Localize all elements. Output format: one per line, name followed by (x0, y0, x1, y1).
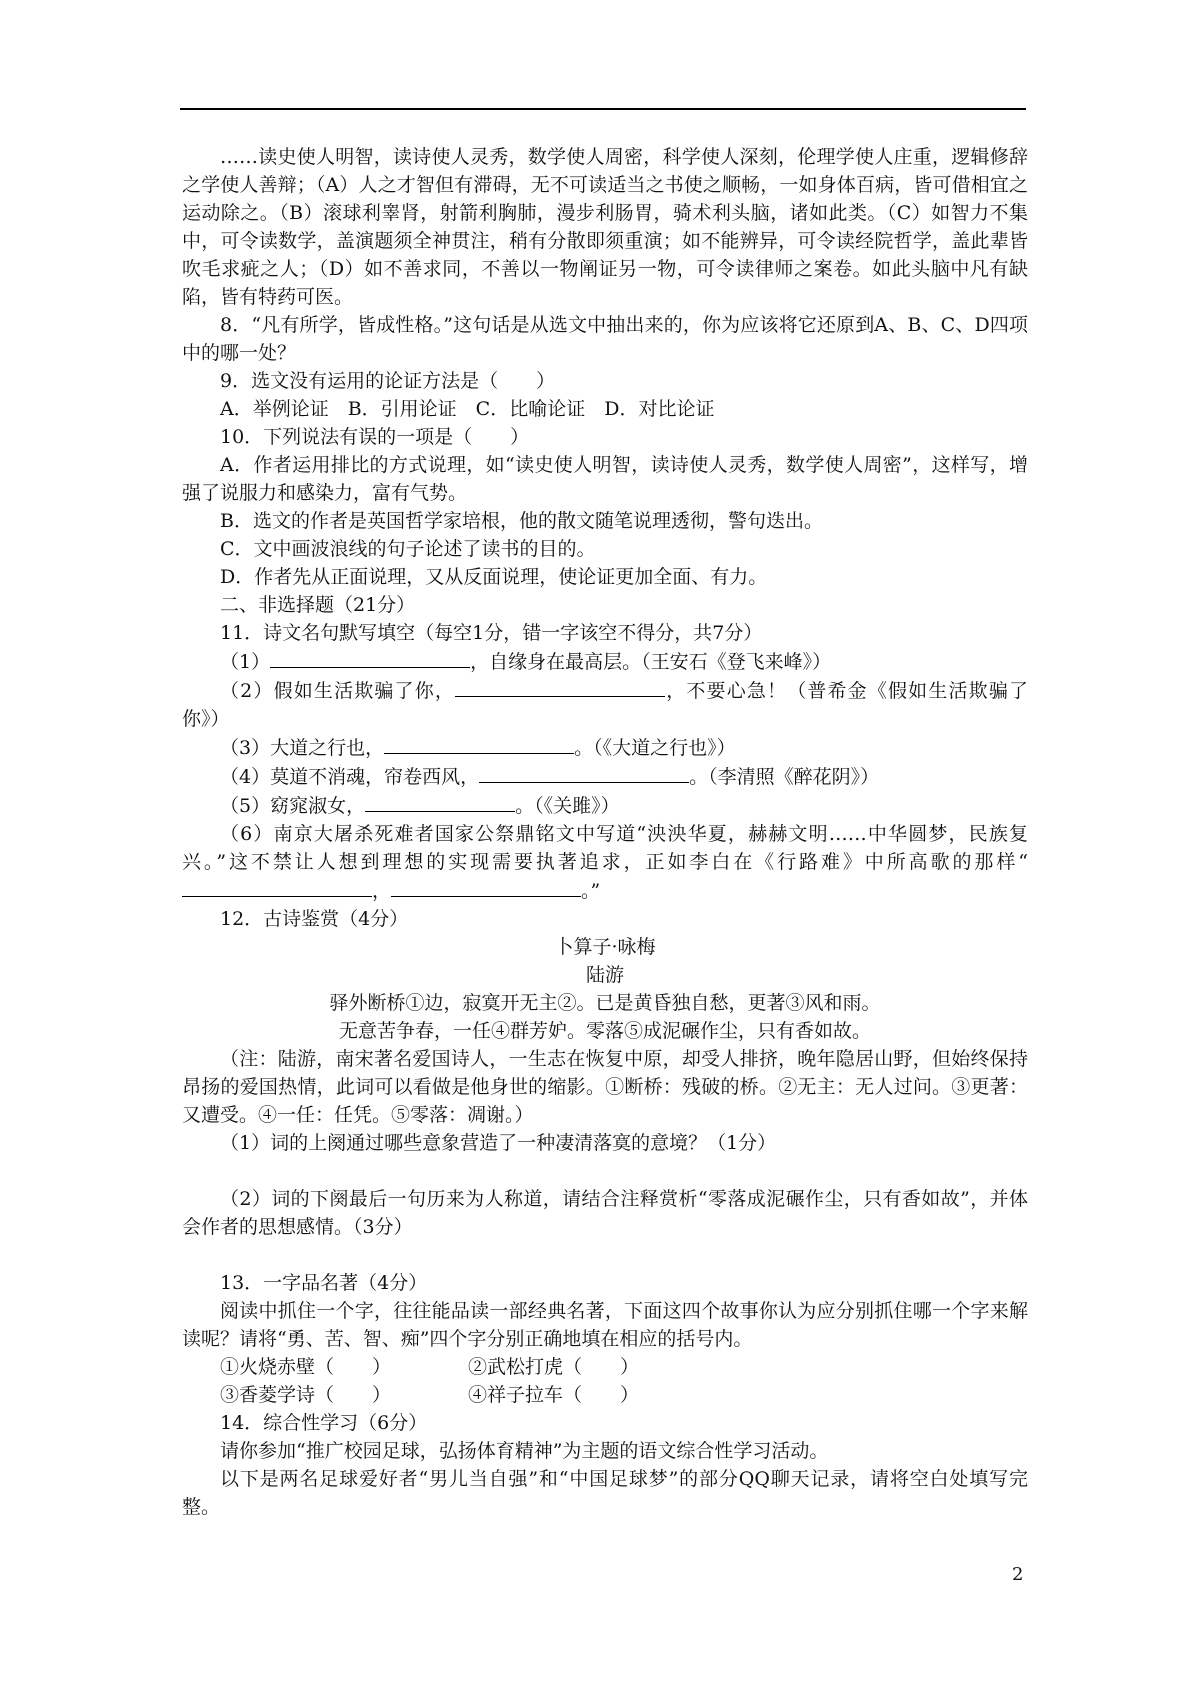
answer-space (182, 1157, 1028, 1185)
fill-blank[interactable] (365, 791, 515, 812)
item-4-suffix: 。（李清照《醉花阴》） (689, 766, 880, 788)
poem-note: （注：陆游，南宋著名爱国诗人，一生志在恢复中原，却受人排挤，晚年隐居山野，但始终保持昂扬的爱国热情，此词可以看做是他身世的缩影。①断桥：残破的桥。②无主：无人过问。③更著：又遭受。④一任：任凭。⑤零落：凋谢。） (182, 1048, 1028, 1126)
question-12-sub-2: （2）词的下阕最后一句历来为人称道，请结合注释赏析“零落成泥碾作尘，只有香如故”，并体会作者的思想感情。（3分） (182, 1188, 1028, 1238)
question-14-description-2: 以下是两名足球爱好者“男儿当自强”和“中国足球梦”的部分QQ聊天记录，请将空白处填写完整。 (182, 1468, 1028, 1518)
fill-blank[interactable] (384, 733, 574, 754)
poem-line-2: 无意苦争春，一任④群芳妒。零落⑤成泥碾作尘，只有香如故。 (338, 1020, 871, 1042)
item-3-suffix: 。（《大道之行也》） (574, 737, 736, 759)
question-11-item-5 (182, 791, 1028, 820)
question-10-option-c: C．文中画波浪线的句子论述了读书的目的。 (220, 538, 596, 560)
item-5-prefix: （5）窈窕淑女， (220, 795, 366, 817)
fill-blank[interactable] (270, 647, 470, 668)
item-4-prefix: （4）莫道不消魂，帘卷西风， (220, 766, 480, 788)
page-number: 2 (1012, 1564, 1024, 1585)
item-1-prefix: （1） (220, 651, 271, 673)
question-12-sub-1: （1）词的上阕通过哪些意象营造了一种凄清落寞的意境？（1分） (220, 1132, 777, 1154)
option-4: ④祥子拉车（ ） (468, 1384, 640, 1406)
option-1: ①火烧赤壁（ ） (220, 1356, 392, 1378)
fill-blank[interactable] (391, 876, 581, 897)
question-11-item-2 (182, 676, 1028, 733)
item-6-text: （6）南京大屠杀死难者国家公祭鼎铭文中写道“泱泱华夏，赫赫文明……中华圆梦，民族复兴。”这不禁让人想到理想的实现需要执著追求，正如李白在《行路难》中所高歌的那样“ (182, 823, 1028, 873)
poem-title: 卜算子·咏梅 (554, 936, 656, 958)
item-2-prefix: （2）假如生活欺骗了你， (220, 680, 456, 702)
option-3: ③香菱学诗（ ） (220, 1384, 392, 1406)
question-12-stem: 12．古诗鉴赏（4分） (220, 908, 409, 930)
question-14-stem: 14．综合性学习（6分） (220, 1412, 428, 1434)
fill-blank[interactable] (182, 876, 372, 897)
question-10-option-b: B．选文的作者是英国哲学家培根，他的散文随笔说理透彻，警句迭出。 (220, 510, 823, 532)
poem-line-1: 驿外断桥①边，寂寞开无主②。已是黄昏独自愁，更著③风和雨。 (329, 992, 881, 1014)
question-9-stem: 9．选文没有运用的论证方法是（ ） (220, 370, 556, 392)
question-13-options-row-2 (182, 1381, 1028, 1409)
section-2-heading: 二、非选择题（21分） (220, 594, 416, 616)
question-14-description-1: 请你参加“推广校园足球，弘扬体育精神”为主题的语文综合性学习活动。 (220, 1440, 829, 1462)
question-13-options-row-1 (182, 1353, 1028, 1381)
question-11-item-1 (182, 647, 1028, 676)
fill-blank[interactable] (479, 762, 689, 783)
item-3-prefix: （3）大道之行也， (220, 737, 385, 759)
question-10-option-d: D．作者先从正面说理，又从反面说理，使论证更加全面、有力。 (220, 566, 768, 588)
question-10-option-a: A．作者运用排比的方式说理，如“读史使人明智，读诗使人灵秀，数学使人周密”，这样写，增强了说服力和感染力，富有气势。 (182, 454, 1028, 504)
question-10-stem: 10．下列说法有误的一项是（ ） (220, 426, 530, 448)
item-2-suffix: ，不要心急！（普希金《假如生活欺骗了你》） (182, 680, 1028, 730)
item-5-suffix: 。（《关雎》） (515, 795, 620, 817)
question-11-item-4 (182, 762, 1028, 791)
question-11-stem: 11．诗文名句默写填空（每空1分，错一字该空不得分，共7分） (220, 622, 763, 644)
header-rule (180, 108, 1026, 110)
question-9-options: A．举例论证 B．引用论证 C．比喻论证 D．对比论证 (220, 398, 715, 420)
question-8: 8．“凡有所学，皆成性格。”这句话是从选文中抽出来的，你为应该将它还原到A、B、C、D四项中的哪一处？ (182, 314, 1028, 364)
item-6-separator: ， (372, 880, 392, 902)
fill-blank[interactable] (455, 676, 665, 697)
question-13-description: 阅读中抓住一个字，往往能品读一部经典名著，下面这四个故事你认为应分别抓住哪一个字来解读呢？请将“勇、苦、智、痴”四个字分别正确地填在相应的括号内。 (182, 1300, 1028, 1350)
question-11-item-6 (182, 820, 1028, 905)
option-2: ②武松打虎（ ） (468, 1356, 640, 1378)
poem-author: 陆游 (585, 964, 624, 986)
question-13-stem: 13．一字品名著（4分） (220, 1272, 428, 1294)
passage-paragraph: ……读史使人明智，读诗使人灵秀，数学使人周密，科学使人深刻，伦理学使人庄重，逻辑修辞之学使人善辩；（A）人之才智但有滞碍，无不可读适当之书使之顺畅，一如身体百病，皆可借相宜之运动除之。（B）滚球利睾肾，射箭利胸肺，漫步利肠胃，骑术利头脑，诸如此类。（C）如智力不集中，可令读数学，盖演题须全神贯注，稍有分散即须重演；如不能辨异，可令读经院哲学，盖此辈皆吹毛求疵之人；（D）如不善求同，不善以一物阐证另一物，可令读律师之案卷。如此头脑中凡有缺陷，皆有特药可医。 (182, 146, 1028, 308)
question-11-item-3 (182, 733, 1028, 762)
item-6-end: 。” (581, 880, 601, 902)
page-content (182, 143, 1028, 1521)
item-1-suffix: ，自缘身在最高层。（王安石《登飞来峰》） (470, 651, 832, 673)
answer-space (182, 1241, 1028, 1269)
